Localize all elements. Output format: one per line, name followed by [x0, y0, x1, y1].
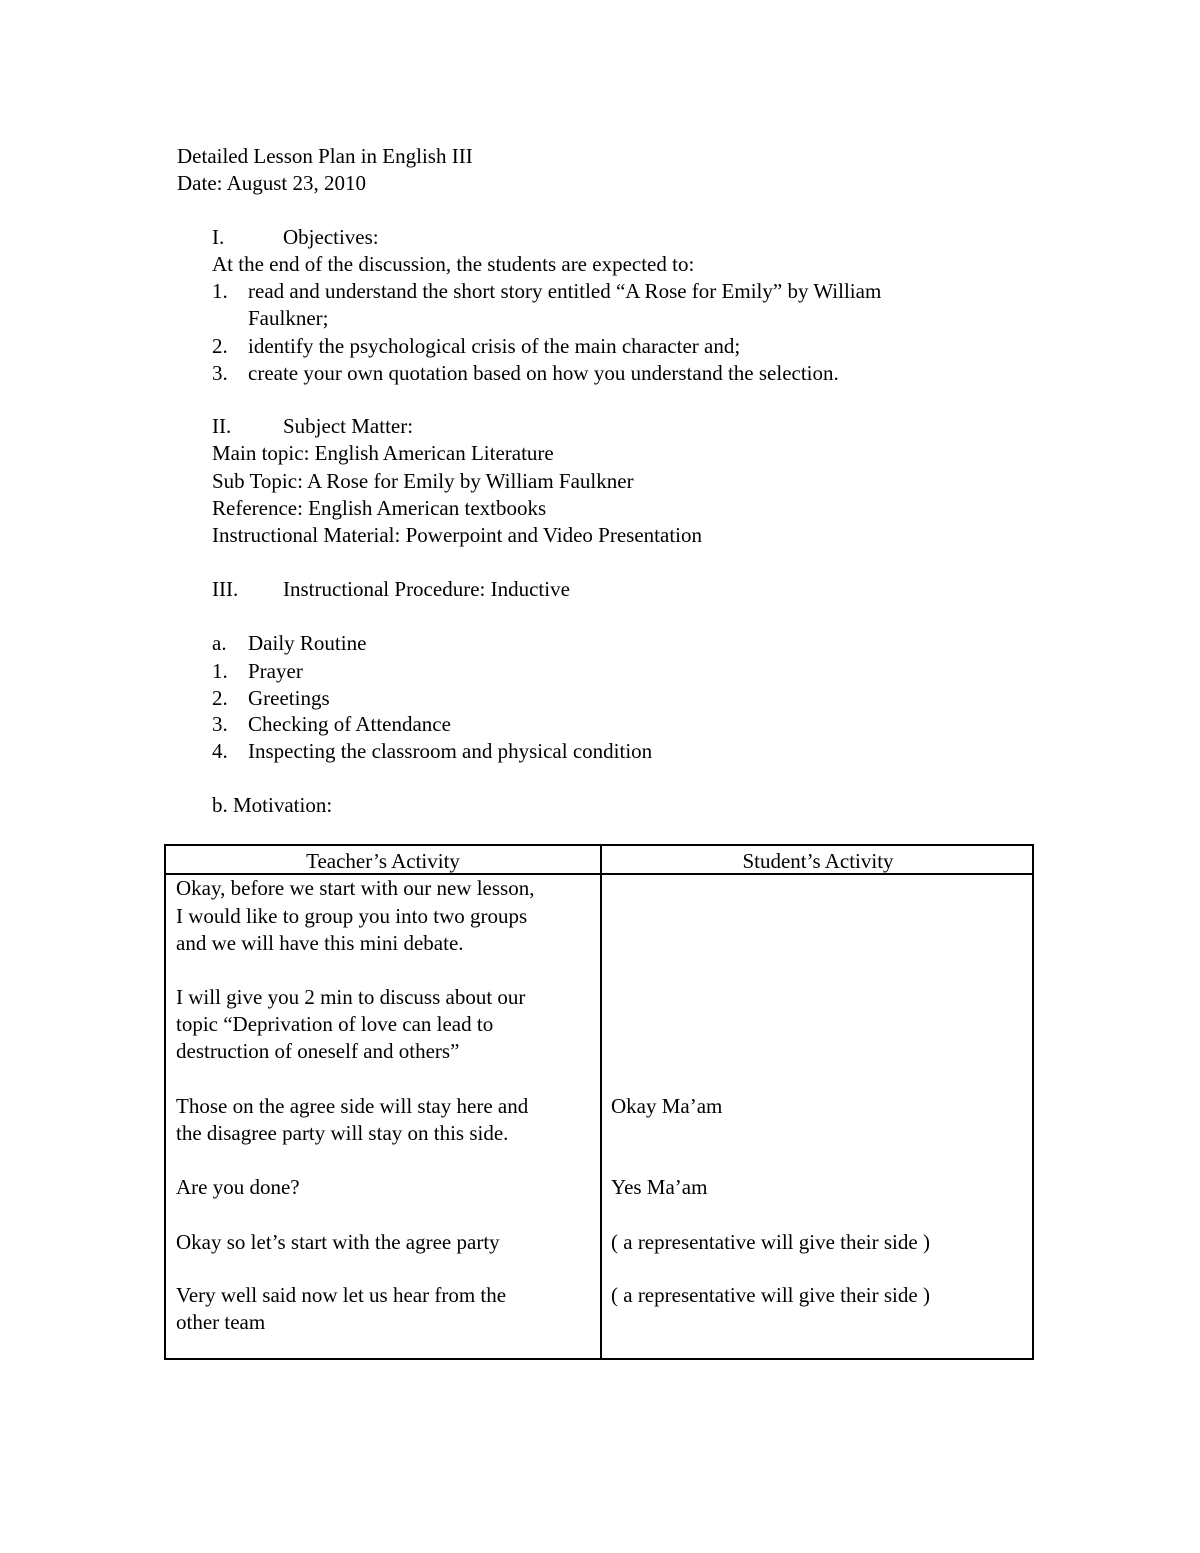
main-topic: Main topic: English American Literature	[212, 441, 554, 465]
subject-matter-heading: Subject Matter:	[283, 414, 414, 438]
subject-matter-numeral: II.	[212, 414, 232, 438]
objectives-numeral: I.	[212, 225, 225, 249]
objectives-intro: At the end of the discussion, the students are expected to:	[212, 252, 695, 276]
teacher-line: Are you done?	[176, 1175, 300, 1199]
student-line: ( a representative will give their side )	[611, 1230, 930, 1254]
reference: Reference: English American textbooks	[212, 496, 547, 520]
document-date: Date: August 23, 2010	[177, 171, 366, 195]
teacher-line: Those on the agree side will stay here and	[176, 1094, 529, 1118]
sub-topic: Sub Topic: A Rose for Emily by William Faulkner	[212, 469, 634, 493]
teacher-line: Okay, before we start with our new lesson,	[176, 876, 535, 900]
teacher-line: destruction of oneself and others”	[176, 1039, 460, 1063]
routine-letter: a.	[212, 631, 227, 655]
routine-item: Prayer	[248, 659, 303, 683]
procedure-heading: Instructional Procedure: Inductive	[283, 577, 570, 601]
teacher-activity-header: Teacher’s Activity	[306, 849, 460, 873]
routine-number: 4.	[212, 739, 228, 763]
objective-item: create your own quotation based on how you understand the selection.	[248, 361, 839, 385]
teacher-line: other team	[176, 1310, 266, 1334]
activity-table	[164, 844, 1034, 1360]
teacher-line: Okay so let’s start with the agree party	[176, 1230, 500, 1254]
motivation-label: b. Motivation:	[212, 793, 333, 817]
teacher-line: and we will have this mini debate.	[176, 931, 464, 955]
teacher-line: the disagree party will stay on this side.	[176, 1121, 509, 1145]
routine-label: Daily Routine	[248, 631, 367, 655]
student-activity-header: Student’s Activity	[742, 849, 894, 873]
routine-number: 3.	[212, 712, 228, 736]
objective-item: read and understand the short story entitled “A Rose for Emily” by William	[248, 279, 882, 303]
document-title: Detailed Lesson Plan in English III	[177, 144, 473, 168]
teacher-line: Very well said now let us hear from the	[176, 1283, 507, 1307]
teacher-line: I would like to group you into two groups	[176, 904, 528, 928]
routine-item: Greetings	[248, 686, 330, 710]
routine-number: 1.	[212, 659, 228, 683]
objective-number: 3.	[212, 361, 228, 385]
objective-item-continuation: Faulkner;	[248, 306, 329, 330]
instructional-material: Instructional Material: Powerpoint and Video Presentation	[212, 523, 702, 547]
objective-item: identify the psychological crisis of the main character and;	[248, 334, 741, 358]
objective-number: 2.	[212, 334, 228, 358]
teacher-line: I will give you 2 min to discuss about our	[176, 985, 526, 1009]
student-line: Okay Ma’am	[611, 1094, 723, 1118]
routine-item: Inspecting the classroom and physical condition	[248, 739, 653, 763]
objective-number: 1.	[212, 279, 228, 303]
objectives-heading: Objectives:	[283, 225, 379, 249]
routine-item: Checking of Attendance	[248, 712, 451, 736]
student-line: Yes Ma’am	[611, 1175, 708, 1199]
table-column-divider	[600, 846, 602, 1358]
routine-number: 2.	[212, 686, 228, 710]
student-line: ( a representative will give their side )	[611, 1283, 930, 1307]
procedure-numeral: III.	[212, 577, 239, 601]
teacher-line: topic “Deprivation of love can lead to	[176, 1012, 494, 1036]
